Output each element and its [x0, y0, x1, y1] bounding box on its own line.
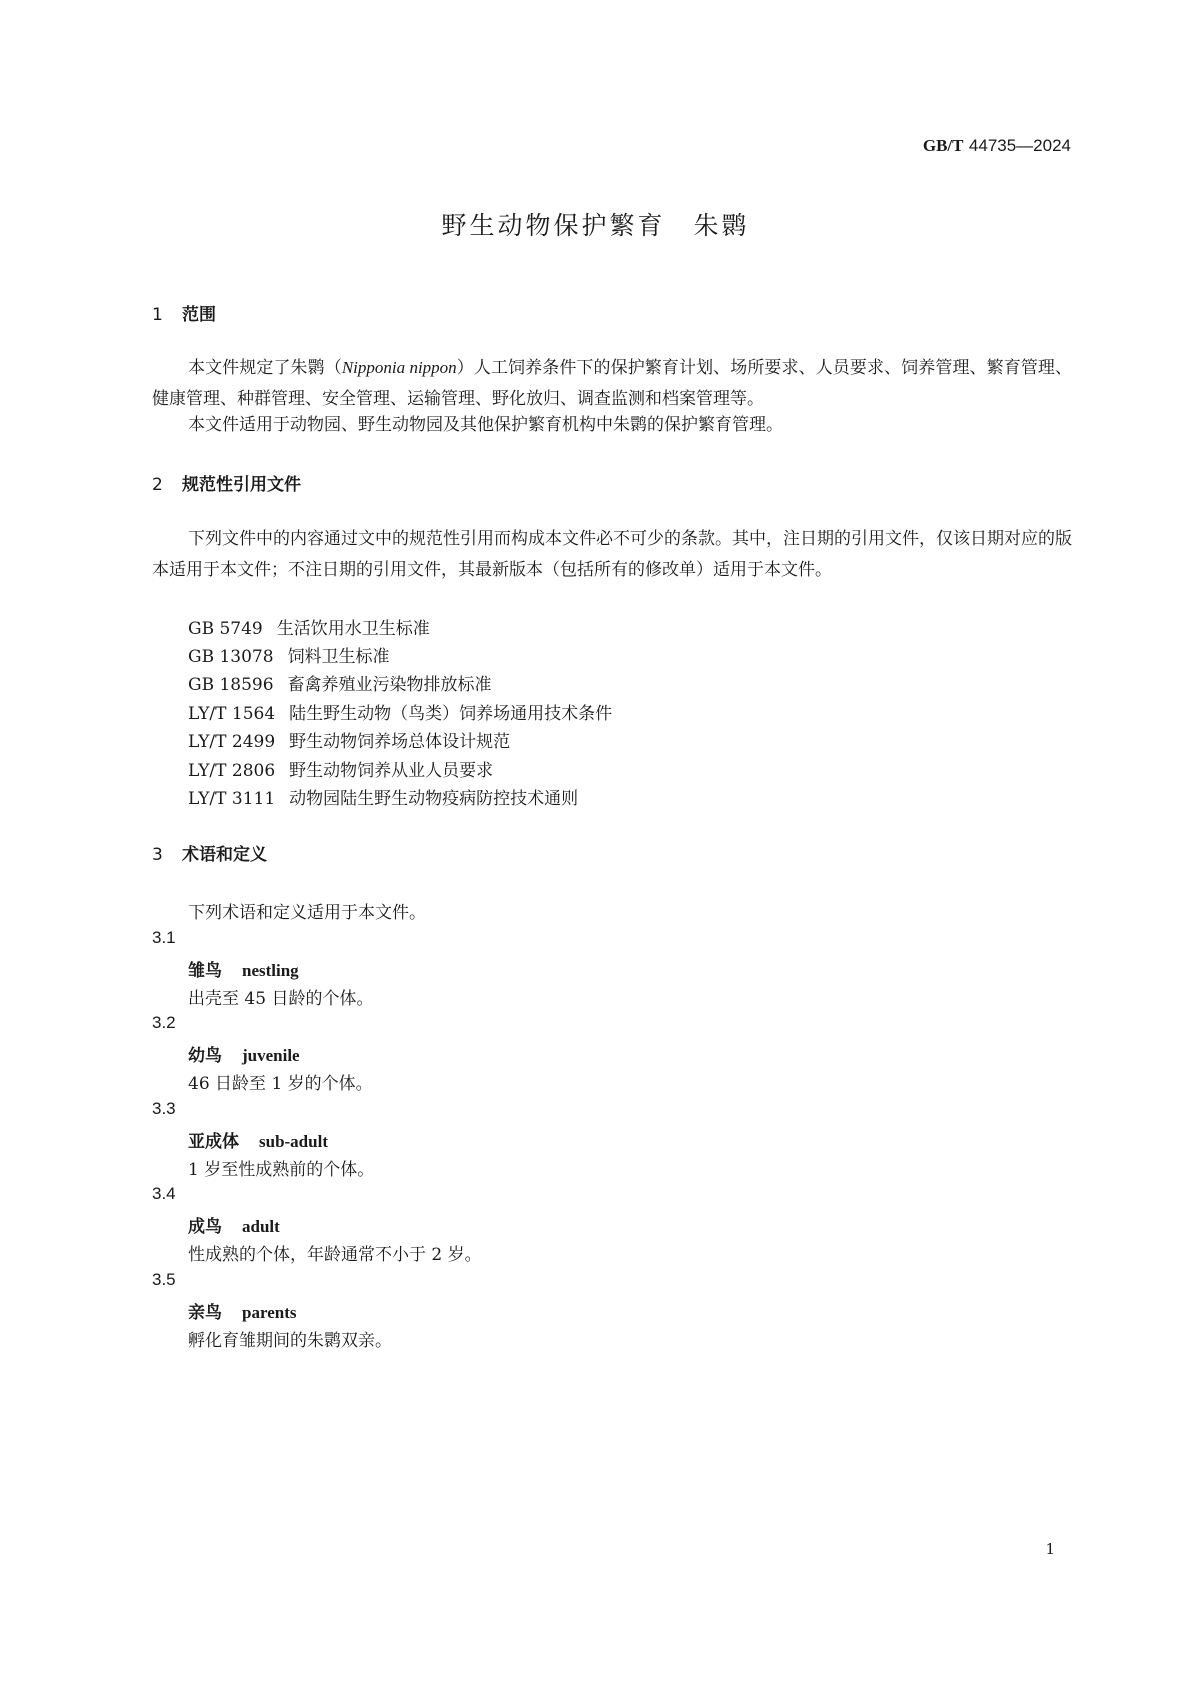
scientific-name: Nipponia nippon	[341, 358, 457, 377]
term-number: 3.4	[152, 1184, 176, 1203]
term-name: 亲鸟 parents	[188, 1303, 297, 1323]
standard-code: 44735—2024	[968, 136, 1071, 155]
reference-item: LY/T 3111 动物园陆生野生动物疫病防控技术通则	[188, 789, 579, 809]
term-name: 幼鸟 juvenile	[188, 1046, 300, 1066]
term-definition: 46 日龄至 1 岁的个体。	[188, 1074, 373, 1094]
reference-item: LY/T 2806 野生动物饲养从业人员要求	[188, 761, 494, 781]
reference-item: GB 18596 畜禽养殖业污染物排放标准	[188, 675, 492, 695]
section-heading-terms: 3 术语和定义	[152, 845, 267, 865]
term-name: 亚成体 sub-adult	[188, 1132, 328, 1152]
document-title: 野生动物保护繁育 朱鹮	[441, 211, 750, 240]
term-definition: 出壳至 45 日龄的个体。	[188, 989, 374, 1009]
page-number: 1	[1045, 1540, 1055, 1558]
term-number: 3.2	[152, 1013, 176, 1032]
term-name: 雏鸟 nestling	[188, 961, 299, 981]
standard-prefix: GB/T	[922, 136, 964, 155]
reference-item: GB 13078 饲料卫生标准	[188, 647, 390, 667]
standard-number	[923, 136, 1071, 156]
section-heading-normative-references: 2 规范性引用文件	[152, 475, 301, 495]
term-number: 3.1	[152, 928, 176, 947]
section-heading-scope: 1 范围	[152, 305, 216, 325]
reference-item: LY/T 1564 陆生野生动物（鸟类）饲养场通用技术条件	[188, 704, 613, 724]
term-definition: 性成熟的个体，年龄通常不小于 2 岁。	[188, 1245, 482, 1265]
term-definition: 1 岁至性成熟前的个体。	[188, 1160, 375, 1180]
term-name: 成鸟 adult	[188, 1217, 280, 1237]
reference-item: LY/T 2499 野生动物饲养场总体设计规范	[188, 732, 511, 752]
term-number: 3.5	[152, 1270, 176, 1289]
references-intro-paragraph: 下列文件中的内容通过文中的规范性引用而构成本文件必不可少的条款。其中，注日期的引用文件，仅该日期对应的版本适用于本文件；不注日期的引用文件，其最新版本（包括所有的修改单）适用于本文件。	[152, 529, 1072, 580]
scope-paragraph-2: 本文件适用于动物园、野生动物园及其他保护繁育机构中朱鹮的保护繁育管理。	[188, 415, 783, 435]
term-definition: 孵化育雏期间的朱鹮双亲。	[188, 1331, 392, 1351]
reference-item: GB 5749 生活饮用水卫生标准	[188, 619, 430, 639]
term-number: 3.3	[152, 1099, 176, 1118]
scope-paragraph-1: 本文件规定了朱鹮（Nipponia nippon）人工饲养条件下的保护繁育计划、场所要求、人员要求、饲养管理、繁育管理、健康管理、种群管理、安全管理、运输管理、野化放归、调查监测和档案管理等。	[152, 358, 1072, 409]
terms-intro: 下列术语和定义适用于本文件。	[188, 903, 426, 923]
